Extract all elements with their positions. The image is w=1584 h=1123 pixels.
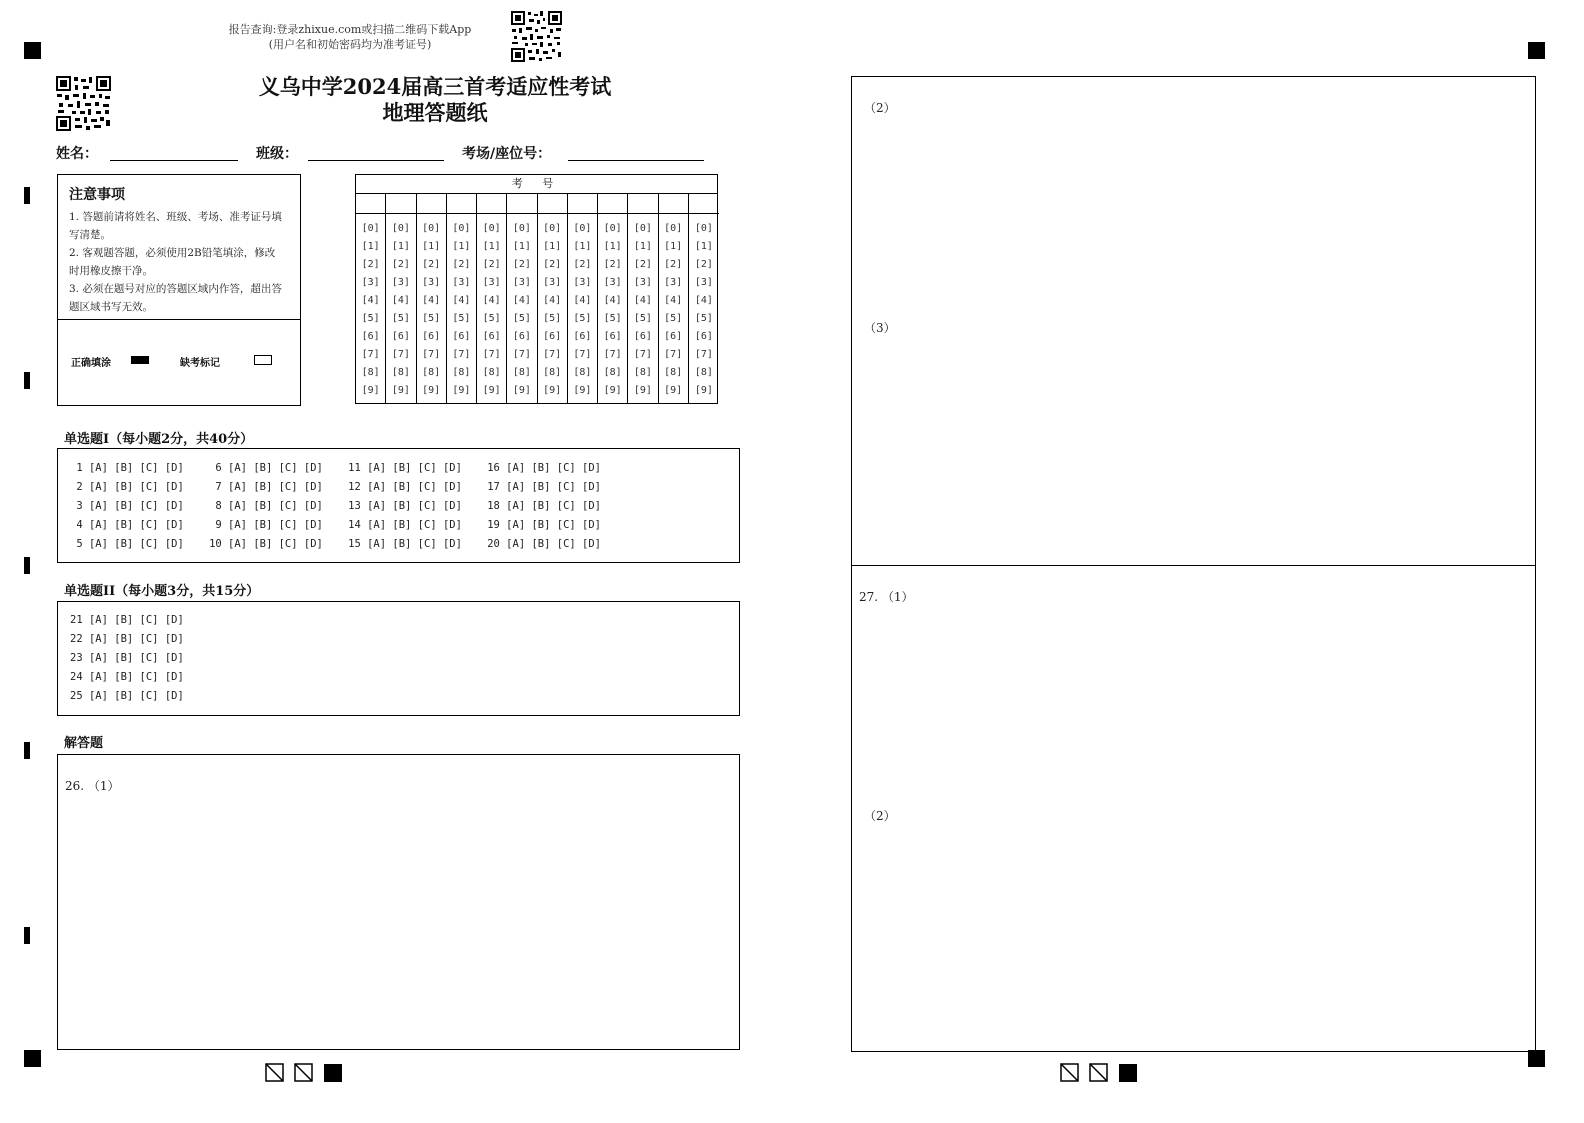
exam-number-bubble[interactable]: [2]	[694, 259, 713, 270]
exam-number-write-cell[interactable]	[628, 193, 657, 214]
exam-number-bubble[interactable]: [0]	[361, 223, 380, 234]
corner-mark-top-left	[24, 42, 41, 59]
exam-number-bubble[interactable]: [0]	[482, 223, 501, 234]
exam-number-bubble[interactable]: [4]	[512, 295, 531, 306]
exam-number-bubble[interactable]: [4]	[694, 295, 713, 306]
section3-label: 解答题	[64, 736, 104, 751]
exam-number-bubble[interactable]: [7]	[603, 349, 622, 360]
exam-number-bubble[interactable]: [5]	[422, 313, 441, 324]
side-mark	[24, 742, 30, 759]
q26-answer-area[interactable]	[57, 754, 740, 1050]
page-marks-right	[1060, 1063, 1138, 1083]
exam-number-bubble[interactable]: [5]	[391, 313, 410, 324]
exam-number-bubble[interactable]: [9]	[482, 385, 501, 396]
exam-number-bubble[interactable]: [2]	[391, 259, 410, 270]
section2-row[interactable]: 23 [A] [B] [C] [D]	[70, 652, 184, 664]
exam-number-column	[538, 193, 568, 404]
report-line-2: (用户名和初始密码均为准考证号)	[268, 38, 432, 51]
seat-label: 考场/座位号：	[462, 146, 552, 162]
exam-number-bubble[interactable]: [8]	[543, 367, 562, 378]
exam-number-bubble[interactable]: [8]	[512, 367, 531, 378]
exam-number-column	[628, 193, 658, 404]
exam-number-bubble[interactable]: [0]	[512, 223, 531, 234]
exam-number-bubble[interactable]: [9]	[694, 385, 713, 396]
section2-row[interactable]: 22 [A] [B] [C] [D]	[70, 633, 184, 645]
exam-number-bubble[interactable]: [9]	[361, 385, 380, 396]
exam-number-grid	[355, 174, 718, 404]
exam-number-column	[689, 193, 719, 404]
q27-2-label: （2）	[864, 809, 896, 823]
exam-number-write-cell[interactable]	[598, 193, 627, 214]
exam-number-bubble[interactable]: [6]	[664, 331, 683, 342]
exam-number-bubble[interactable]: [2]	[422, 259, 441, 270]
exam-number-bubble[interactable]: [3]	[694, 277, 713, 288]
exam-number-bubble[interactable]: [8]	[664, 367, 683, 378]
exam-number-bubble[interactable]: [0]	[603, 223, 622, 234]
exam-number-bubble[interactable]: [5]	[543, 313, 562, 324]
exam-number-bubble[interactable]: [1]	[543, 241, 562, 252]
exam-number-bubble[interactable]: [6]	[633, 331, 652, 342]
exam-number-bubble[interactable]: [6]	[512, 331, 531, 342]
exam-number-column	[507, 193, 537, 404]
exam-number-bubble[interactable]: [2]	[633, 259, 652, 270]
exam-number-bubble[interactable]: [1]	[391, 241, 410, 252]
exam-number-bubble[interactable]: [8]	[573, 367, 592, 378]
corner-mark-bottom-right	[1528, 1050, 1545, 1067]
exam-number-bubble[interactable]: [2]	[512, 259, 531, 270]
exam-number-bubble[interactable]: [3]	[452, 277, 471, 288]
notice-title: 注意事项	[69, 187, 125, 203]
exam-number-bubble[interactable]: [7]	[452, 349, 471, 360]
exam-number-bubble[interactable]: [0]	[694, 223, 713, 234]
exam-number-bubble[interactable]: [7]	[573, 349, 592, 360]
exam-number-bubble[interactable]: [3]	[633, 277, 652, 288]
exam-number-bubble[interactable]: [8]	[361, 367, 380, 378]
exam-number-column	[598, 193, 628, 404]
exam-number-bubble[interactable]: [3]	[361, 277, 380, 288]
exam-title-line2: 地理答题纸	[382, 100, 488, 125]
exam-number-bubble[interactable]: [6]	[391, 331, 410, 342]
exam-number-write-cell[interactable]	[659, 193, 688, 214]
exam-number-title: 考 号	[356, 175, 717, 194]
exam-number-bubble[interactable]: [4]	[664, 295, 683, 306]
notice-item-2: 2. 客观题答题，必须使用2B铅笔填涂，修改时用橡皮擦干净。	[69, 247, 276, 277]
corner-mark-bottom-left	[24, 1050, 41, 1067]
exam-title	[250, 74, 620, 126]
absent-mark-checkbox[interactable]	[254, 355, 272, 365]
exam-number-bubble[interactable]: [1]	[361, 241, 380, 252]
exam-number-bubble[interactable]: [5]	[603, 313, 622, 324]
exam-number-bubble[interactable]: [5]	[694, 313, 713, 324]
exam-number-bubble[interactable]: [2]	[603, 259, 622, 270]
exam-number-bubble[interactable]: [3]	[664, 277, 683, 288]
notice-item-1: 1. 答题前请将姓名、班级、考场、准考证号填写清楚。	[69, 211, 282, 241]
exam-number-column	[417, 193, 447, 404]
exam-number-bubble[interactable]: [7]	[664, 349, 683, 360]
exam-number-write-cell[interactable]	[477, 193, 506, 214]
exam-number-bubble[interactable]: [5]	[512, 313, 531, 324]
section1-row[interactable]: 1 [A] [B] [C] [D] 6 [A] [B] [C] [D] 11 [A] [B] [C] [D] 16 [A] [B] [C] [D]	[70, 462, 602, 474]
exam-number-bubble[interactable]: [9]	[391, 385, 410, 396]
exam-number-bubble[interactable]: [1]	[512, 241, 531, 252]
exam-number-bubble[interactable]: [3]	[543, 277, 562, 288]
notice-divider	[58, 319, 300, 320]
exam-number-bubble[interactable]: [9]	[512, 385, 531, 396]
exam-number-column	[386, 193, 416, 404]
right-answer-area-top[interactable]	[851, 76, 1536, 566]
correct-fill-sample	[131, 356, 149, 364]
exam-number-bubble[interactable]: [8]	[452, 367, 471, 378]
exam-number-bubble[interactable]: [4]	[391, 295, 410, 306]
exam-number-bubble[interactable]: [8]	[482, 367, 501, 378]
exam-number-bubble[interactable]: [7]	[482, 349, 501, 360]
exam-number-write-cell[interactable]	[689, 193, 719, 214]
exam-number-bubble[interactable]: [7]	[694, 349, 713, 360]
exam-number-bubble[interactable]: [6]	[361, 331, 380, 342]
exam-number-bubble[interactable]: [9]	[603, 385, 622, 396]
page-marks-left	[265, 1063, 343, 1083]
exam-number-bubble[interactable]: [4]	[543, 295, 562, 306]
q27-1-label: 27. （1）	[859, 590, 914, 604]
exam-number-write-cell[interactable]	[356, 193, 385, 214]
exam-number-bubble[interactable]: [4]	[603, 295, 622, 306]
q26-1-label: 26. （1）	[65, 779, 120, 793]
exam-number-bubble[interactable]: [3]	[512, 277, 531, 288]
report-query-note	[200, 22, 500, 52]
side-mark	[24, 927, 30, 944]
exam-number-bubble[interactable]: [0]	[391, 223, 410, 234]
exam-number-bubble[interactable]: [5]	[633, 313, 652, 324]
exam-number-bubble[interactable]: [1]	[573, 241, 592, 252]
exam-number-bubble[interactable]: [7]	[633, 349, 652, 360]
notice-item-3: 3. 必须在题号对应的答题区域内作答，超出答题区域书写无效。	[69, 283, 282, 313]
exam-number-column	[477, 193, 507, 404]
exam-number-bubble[interactable]: [9]	[664, 385, 683, 396]
section2-row[interactable]: 24 [A] [B] [C] [D]	[70, 671, 184, 683]
exam-number-bubble[interactable]: [3]	[573, 277, 592, 288]
exam-number-column	[659, 193, 689, 404]
section1-box	[57, 448, 740, 563]
section2-label: 单选题II（每小题3分，共15分）	[64, 584, 260, 599]
exam-number-bubble[interactable]: [9]	[422, 385, 441, 396]
qr-code-student	[56, 76, 111, 131]
exam-number-bubble[interactable]: [0]	[452, 223, 471, 234]
exam-number-bubble[interactable]: [6]	[422, 331, 441, 342]
class-label: 班级：	[256, 146, 298, 162]
exam-number-bubble[interactable]: [6]	[452, 331, 471, 342]
exam-number-bubble[interactable]: [7]	[422, 349, 441, 360]
exam-number-bubble[interactable]: [7]	[361, 349, 380, 360]
exam-number-bubble[interactable]: [8]	[633, 367, 652, 378]
exam-number-bubble[interactable]: [1]	[452, 241, 471, 252]
exam-number-bubble[interactable]: [1]	[603, 241, 622, 252]
exam-number-bubble[interactable]: [3]	[391, 277, 410, 288]
section1-row[interactable]: 5 [A] [B] [C] [D] 10 [A] [B] [C] [D] 15 [A] [B] [C] [D] 20 [A] [B] [C] [D]	[70, 538, 602, 550]
exam-number-bubble[interactable]: [3]	[482, 277, 501, 288]
exam-number-bubble[interactable]: [6]	[543, 331, 562, 342]
qr-code-download	[510, 10, 563, 63]
section1-label: 单选题I（每小题2分，共40分）	[64, 432, 254, 447]
exam-number-bubble[interactable]: [5]	[452, 313, 471, 324]
exam-number-bubble[interactable]: [2]	[452, 259, 471, 270]
exam-number-bubble[interactable]: [3]	[422, 277, 441, 288]
exam-number-bubble[interactable]: [0]	[573, 223, 592, 234]
exam-number-bubble[interactable]: [0]	[633, 223, 652, 234]
exam-number-bubble[interactable]: [2]	[482, 259, 501, 270]
exam-number-bubble[interactable]: [6]	[603, 331, 622, 342]
section2-row[interactable]: 25 [A] [B] [C] [D]	[70, 690, 184, 702]
seat-field[interactable]	[568, 160, 704, 161]
side-mark	[24, 372, 30, 389]
exam-number-bubble[interactable]: [8]	[603, 367, 622, 378]
exam-number-bubble[interactable]: [4]	[633, 295, 652, 306]
exam-number-bubble[interactable]: [9]	[633, 385, 652, 396]
exam-number-write-cell[interactable]	[417, 193, 446, 214]
exam-number-bubble[interactable]: [4]	[573, 295, 592, 306]
section2-row[interactable]: 21 [A] [B] [C] [D]	[70, 614, 184, 626]
report-line-1: 报告查询:登录zhixue.com或扫描二维码下载App	[228, 23, 472, 36]
exam-number-write-cell[interactable]	[507, 193, 536, 214]
name-label: 姓名：	[56, 146, 98, 162]
exam-number-column	[356, 193, 386, 404]
exam-number-bubble[interactable]: [4]	[361, 295, 380, 306]
exam-number-write-cell[interactable]	[447, 193, 476, 214]
exam-number-bubble[interactable]: [8]	[422, 367, 441, 378]
exam-number-bubble[interactable]: [4]	[482, 295, 501, 306]
exam-number-bubble[interactable]: [9]	[573, 385, 592, 396]
absent-mark-label: 缺考标记	[180, 358, 220, 369]
side-mark	[24, 557, 30, 574]
section1-row[interactable]: 2 [A] [B] [C] [D] 7 [A] [B] [C] [D] 12 [A] [B] [C] [D] 17 [A] [B] [C] [D]	[70, 481, 602, 493]
exam-number-bubble[interactable]: [6]	[482, 331, 501, 342]
exam-number-bubble[interactable]: [3]	[603, 277, 622, 288]
exam-number-column	[447, 193, 477, 404]
exam-number-bubble[interactable]: [0]	[543, 223, 562, 234]
section2-box	[57, 601, 740, 716]
exam-number-bubble[interactable]: [2]	[543, 259, 562, 270]
corner-mark-top-right	[1528, 42, 1545, 59]
exam-number-bubble[interactable]: [5]	[482, 313, 501, 324]
name-field[interactable]	[110, 160, 238, 161]
exam-number-write-cell[interactable]	[386, 193, 415, 214]
notice-box	[57, 174, 301, 406]
exam-number-write-cell[interactable]	[568, 193, 597, 214]
correct-fill-label: 正确填涂	[71, 358, 111, 369]
exam-number-bubble[interactable]: [9]	[543, 385, 562, 396]
exam-number-bubble[interactable]: [1]	[422, 241, 441, 252]
section1-row[interactable]: 3 [A] [B] [C] [D] 8 [A] [B] [C] [D] 13 [A] [B] [C] [D] 18 [A] [B] [C] [D]	[70, 500, 602, 512]
class-field[interactable]	[308, 160, 444, 161]
q26-2-label: （2）	[864, 101, 896, 115]
exam-number-bubble[interactable]: [5]	[664, 313, 683, 324]
exam-number-bubble[interactable]: [7]	[391, 349, 410, 360]
exam-number-bubble[interactable]: [9]	[452, 385, 471, 396]
exam-number-bubble[interactable]: [6]	[573, 331, 592, 342]
q26-3-label: （3）	[864, 321, 896, 335]
exam-title-line1: 义乌中学2024届高三首考适应性考试	[258, 74, 612, 99]
exam-number-bubble[interactable]: [7]	[543, 349, 562, 360]
exam-number-bubble[interactable]: [6]	[694, 331, 713, 342]
exam-number-bubble[interactable]: [1]	[694, 241, 713, 252]
exam-number-bubble[interactable]: [2]	[361, 259, 380, 270]
exam-number-bubble[interactable]: [2]	[664, 259, 683, 270]
exam-number-bubble[interactable]: [2]	[573, 259, 592, 270]
exam-number-bubble[interactable]: [0]	[664, 223, 683, 234]
exam-number-bubble[interactable]: [4]	[422, 295, 441, 306]
exam-number-write-cell[interactable]	[538, 193, 567, 214]
exam-number-bubble[interactable]: [1]	[633, 241, 652, 252]
section1-row[interactable]: 4 [A] [B] [C] [D] 9 [A] [B] [C] [D] 14 [A] [B] [C] [D] 19 [A] [B] [C] [D]	[70, 519, 602, 531]
exam-number-bubble[interactable]: [8]	[694, 367, 713, 378]
exam-number-bubble[interactable]: [4]	[452, 295, 471, 306]
exam-number-bubble[interactable]: [0]	[422, 223, 441, 234]
exam-number-bubble[interactable]: [1]	[482, 241, 501, 252]
exam-number-bubble[interactable]: [5]	[361, 313, 380, 324]
side-mark	[24, 187, 30, 204]
exam-number-bubble[interactable]: [8]	[391, 367, 410, 378]
exam-number-bubble[interactable]: [1]	[664, 241, 683, 252]
exam-number-bubble[interactable]: [5]	[573, 313, 592, 324]
exam-number-column	[568, 193, 598, 404]
right-answer-area-bottom[interactable]	[851, 565, 1536, 1052]
exam-number-bubble[interactable]: [7]	[512, 349, 531, 360]
